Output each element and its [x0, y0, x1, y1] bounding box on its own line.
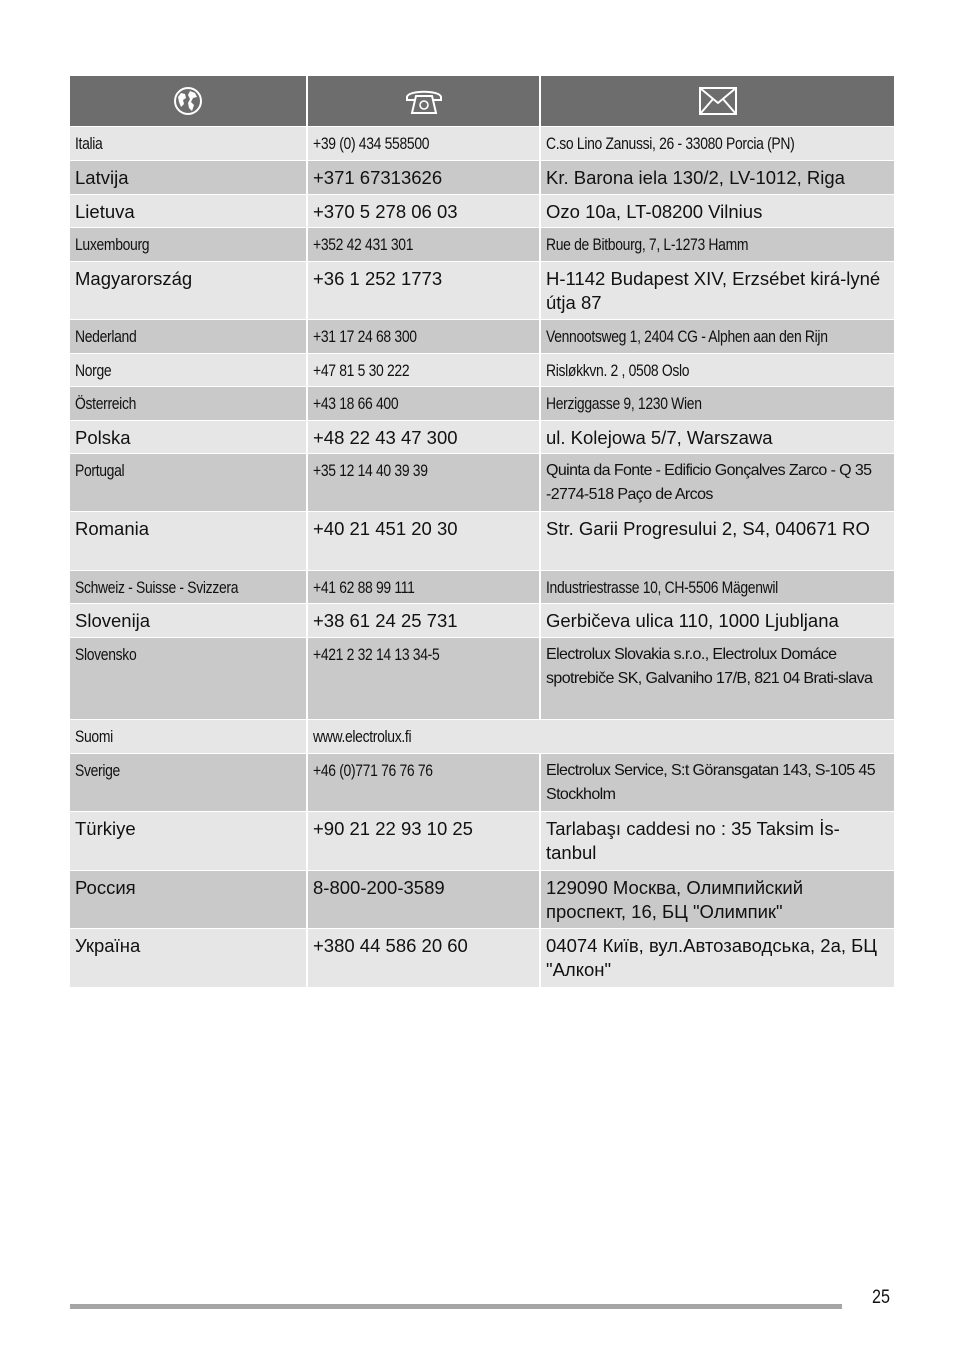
- phone-cell: +48 22 43 47 300: [308, 421, 541, 453]
- address-cell: Vennootsweg 1, 2404 CG - Alphen aan den Rijn: [546, 327, 828, 346]
- address-cell: Industriestrasse 10, CH-5506 Mägenwil: [546, 578, 778, 597]
- country-cell: Schweiz - Suisse - Svizzera: [70, 571, 308, 603]
- phone-cell: +421 2 32 14 13 34-5: [308, 638, 541, 719]
- footer-divider: [70, 1304, 842, 1309]
- address-cell: Electrolux Service, S:t Göransgatan 143, S-105 45 Stockholm: [546, 762, 876, 803]
- phone-cell: +31 17 24 68 300: [308, 320, 541, 353]
- country-cell: Portugal: [70, 454, 308, 511]
- address-cell: Electrolux Slovakia s.r.o., Electrolux Domáce spotrebiče SK, Galvaniho 17/B, 821 04 Brati-slava: [546, 646, 873, 687]
- address-cell: ul. Kolejowa 5/7, Warszawa: [546, 427, 773, 448]
- phone-cell: +36 1 252 1773: [308, 262, 541, 319]
- address-column-header: [541, 76, 894, 126]
- address-cell: Quinta da Fonte - Edificio Gonçalves Zarco - Q 35 -2774-518 Paço de Arcos: [546, 462, 872, 503]
- phone-cell: +47 81 5 30 222: [308, 354, 541, 386]
- phone-cell: +38 61 24 25 731: [308, 604, 541, 637]
- table-row: [70, 870, 894, 928]
- country-cell: Romania: [70, 512, 308, 570]
- table-row: [70, 928, 894, 987]
- table-row: [70, 811, 894, 870]
- phone-cell: +40 21 451 20 30: [308, 512, 541, 570]
- table-row: [70, 386, 894, 420]
- table-row: [70, 353, 894, 386]
- table-row: [70, 603, 894, 637]
- address-cell: Ozo 10a, LT-08200 Vilnius: [546, 201, 763, 222]
- address-cell: H-1142 Budapest XIV, Erzsébet kirá-lyné útja 87: [546, 268, 881, 313]
- phone-cell: +41 62 88 99 111: [308, 571, 541, 603]
- country-cell: Österreich: [70, 387, 308, 420]
- phone-cell: +371 67313626: [308, 161, 541, 194]
- address-cell: 04074 Київ, вул.Автозаводська, 2а, БЦ "Алкон": [546, 935, 877, 980]
- country-column-header: [70, 76, 308, 126]
- phone-cell: +380 44 586 20 60: [308, 929, 541, 987]
- globe-icon: [173, 86, 203, 116]
- country-cell: Россия: [70, 871, 308, 928]
- country-cell: Lietuva: [70, 195, 308, 227]
- address-cell: 129090 Москва, Олимпийский проспект, 16, БЦ "Олимпик": [546, 877, 804, 922]
- telephone-icon: [404, 86, 444, 116]
- table-row: [70, 194, 894, 227]
- phone-column-header: [308, 76, 541, 126]
- table-row: [70, 126, 894, 160]
- country-cell: Slovensko: [70, 638, 308, 719]
- table-row: [70, 753, 894, 811]
- address-cell: Gerbičeva ulica 110, 1000 Ljubljana: [546, 610, 839, 631]
- address-cell: Tarlabaşı caddesi no : 35 Taksim İs-tanbul: [546, 818, 840, 863]
- table-row: [70, 227, 894, 261]
- address-cell: C.so Lino Zanussi, 26 - 33080 Porcia (PN): [546, 134, 795, 153]
- country-cell: Latvija: [70, 161, 308, 194]
- table-row: [70, 570, 894, 603]
- phone-cell: +370 5 278 06 03: [308, 195, 541, 227]
- country-cell: Polska: [70, 421, 308, 453]
- phone-cell: +39 (0) 434 558500: [308, 127, 541, 160]
- address-cell: Herziggasse 9, 1230 Wien: [546, 394, 702, 413]
- table-header: [70, 76, 894, 126]
- country-cell: Norge: [70, 354, 308, 386]
- address-cell: Risløkkvn. 2 , 0508 Oslo: [546, 361, 690, 380]
- envelope-icon: [698, 86, 738, 116]
- country-cell: Україна: [70, 929, 308, 987]
- service-contact-table: [70, 76, 894, 987]
- country-cell: Magyarország: [70, 262, 308, 319]
- phone-cell: +90 21 22 93 10 25: [308, 812, 541, 870]
- table-row: [70, 637, 894, 719]
- address-cell: Rue de Bitbourg, 7, L-1273 Hamm: [546, 235, 749, 254]
- table-row: [70, 453, 894, 511]
- phone-cell: 8-800-200-3589: [308, 871, 541, 928]
- country-cell: Italia: [70, 127, 308, 160]
- website-cell: www.electrolux.fi: [313, 727, 412, 746]
- country-cell: Suomi: [70, 720, 308, 753]
- country-cell: Slovenija: [70, 604, 308, 637]
- table-row: [70, 160, 894, 194]
- table-row: [70, 420, 894, 453]
- phone-cell: +46 (0)771 76 76 76: [308, 754, 541, 811]
- address-cell: Kr. Barona iela 130/2, LV-1012, Riga: [546, 167, 845, 188]
- phone-cell: +35 12 14 40 39 39: [308, 454, 541, 511]
- phone-cell: +43 18 66 400: [308, 387, 541, 420]
- phone-cell: +352 42 431 301: [308, 228, 541, 261]
- page-number: 25: [872, 1287, 890, 1308]
- country-cell: Türkiye: [70, 812, 308, 870]
- address-cell: Str. Garii Progresului 2, S4, 040671 RO: [546, 518, 870, 539]
- table-row: [70, 319, 894, 353]
- country-cell: Nederland: [70, 320, 308, 353]
- table-row: [70, 719, 894, 753]
- table-row: [70, 261, 894, 319]
- table-row: [70, 511, 894, 570]
- country-cell: Sverige: [70, 754, 308, 811]
- country-cell: Luxembourg: [70, 228, 308, 261]
